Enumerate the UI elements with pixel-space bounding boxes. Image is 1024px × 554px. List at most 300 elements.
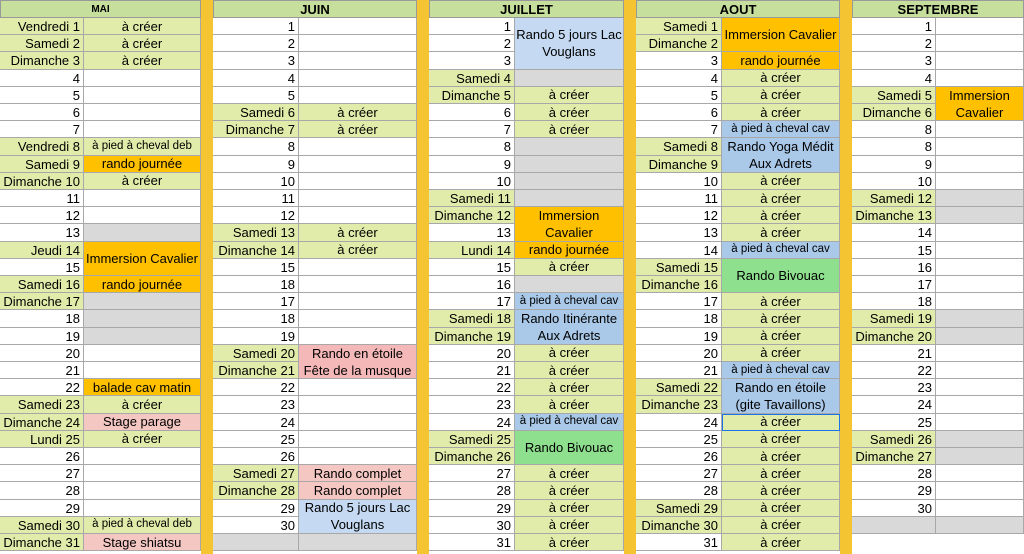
day-cell[interactable]: 4 [852, 70, 936, 87]
activity-cell[interactable]: à créer [84, 52, 201, 69]
day-cell[interactable]: 19 [0, 328, 84, 345]
activity-cell[interactable]: à pied à cheval cav [722, 121, 840, 138]
day-cell[interactable]: Dimanche 3 [0, 52, 84, 69]
activity-cell-empty[interactable] [299, 379, 417, 396]
activity-cell[interactable]: à pied à cheval cav [515, 293, 624, 310]
activity-cell[interactable] [515, 173, 624, 190]
activity-cell[interactable] [936, 517, 1024, 534]
day-cell[interactable]: Dimanche 28 [213, 482, 299, 499]
day-cell[interactable]: 18 [213, 310, 299, 327]
day-cell[interactable]: 27 [0, 465, 84, 482]
day-cell[interactable]: 18 [0, 310, 84, 327]
day-cell[interactable]: Samedi 13 [213, 224, 299, 241]
month-header[interactable]: JUILLET [429, 0, 624, 18]
activity-cell[interactable]: à pied à cheval deb [84, 138, 201, 155]
activity-cell[interactable]: à créer [84, 396, 201, 413]
activity-cell-empty[interactable] [936, 276, 1024, 293]
day-cell[interactable]: 20 [429, 345, 515, 362]
activity-cell-empty[interactable] [299, 87, 417, 104]
day-cell[interactable]: 15 [0, 259, 84, 276]
activity-cell[interactable]: à pied à cheval deb [84, 517, 201, 534]
month-header[interactable]: AOUT [636, 0, 840, 18]
day-cell[interactable]: 9 [429, 156, 515, 173]
day-cell[interactable]: Samedi 27 [213, 465, 299, 482]
day-cell[interactable]: 8 [852, 121, 936, 138]
day-cell[interactable]: 18 [636, 310, 722, 327]
activity-cell-empty[interactable] [299, 156, 417, 173]
activity-cell-empty[interactable] [84, 362, 201, 379]
day-cell[interactable]: Lundi 14 [429, 242, 515, 259]
day-cell[interactable]: 13 [636, 224, 722, 241]
day-cell[interactable]: Dimanche 24 [0, 414, 84, 431]
day-cell[interactable]: 21 [429, 362, 515, 379]
day-cell[interactable]: 27 [636, 465, 722, 482]
activity-cell[interactable] [84, 310, 201, 327]
day-cell[interactable]: Samedi 29 [636, 500, 722, 517]
activity-cell-empty[interactable] [936, 465, 1024, 482]
activity-cell-empty[interactable] [936, 70, 1024, 87]
activity-cell-empty[interactable] [84, 465, 201, 482]
activity-cell[interactable] [515, 138, 624, 155]
activity-cell-empty[interactable] [299, 259, 417, 276]
day-cell[interactable]: 12 [0, 207, 84, 224]
activity-cell[interactable]: à créer [515, 482, 624, 499]
day-cell[interactable]: 28 [429, 482, 515, 499]
day-cell[interactable]: Dimanche 20 [852, 328, 936, 345]
day-cell[interactable]: 23 [213, 396, 299, 413]
day-cell[interactable]: 2 [852, 35, 936, 52]
day-cell[interactable]: 4 [636, 70, 722, 87]
activity-cell-empty[interactable] [84, 500, 201, 517]
month-header[interactable]: MAI [0, 0, 201, 18]
day-cell[interactable]: 5 [0, 87, 84, 104]
day-cell[interactable]: 19 [213, 328, 299, 345]
day-cell[interactable]: 27 [429, 465, 515, 482]
activity-cell[interactable]: Immersion Cavalier [84, 242, 201, 276]
activity-cell[interactable]: Stage shiatsu [84, 534, 201, 551]
activity-cell-empty[interactable] [299, 414, 417, 431]
day-cell[interactable]: 4 [0, 70, 84, 87]
day-cell[interactable] [852, 517, 936, 534]
activity-cell[interactable]: à créer [515, 534, 624, 551]
day-cell[interactable]: 2 [213, 35, 299, 52]
activity-cell[interactable]: à pied à cheval cav [722, 242, 840, 259]
day-cell[interactable]: Dimanche 7 [213, 121, 299, 138]
day-cell[interactable]: 17 [636, 293, 722, 310]
day-cell[interactable]: 14 [636, 242, 722, 259]
day-cell[interactable]: Samedi 12 [852, 190, 936, 207]
day-cell[interactable]: 8 [429, 138, 515, 155]
day-cell[interactable]: 10 [213, 173, 299, 190]
activity-cell-empty[interactable] [84, 482, 201, 499]
day-cell[interactable]: 7 [0, 121, 84, 138]
day-cell[interactable]: 24 [213, 414, 299, 431]
day-cell[interactable]: 29 [852, 482, 936, 499]
activity-cell-empty[interactable] [936, 396, 1024, 413]
day-cell[interactable]: Samedi 16 [0, 276, 84, 293]
day-cell[interactable]: Samedi 20 [213, 345, 299, 362]
activity-cell-empty[interactable] [84, 448, 201, 465]
day-cell[interactable]: Dimanche 17 [0, 293, 84, 310]
day-cell[interactable]: Dimanche 13 [852, 207, 936, 224]
day-cell[interactable]: 21 [636, 362, 722, 379]
day-cell[interactable]: 12 [213, 207, 299, 224]
day-cell[interactable]: 22 [0, 379, 84, 396]
activity-cell-empty[interactable] [84, 87, 201, 104]
activity-cell[interactable]: à créer [299, 121, 417, 138]
activity-cell[interactable]: à pied à cheval cav [515, 414, 624, 431]
day-cell[interactable]: 25 [213, 431, 299, 448]
activity-cell[interactable]: à créer [722, 310, 840, 327]
day-cell[interactable]: Dimanche 30 [636, 517, 722, 534]
day-cell[interactable]: Jeudi 14 [0, 242, 84, 259]
day-cell[interactable]: 12 [636, 207, 722, 224]
day-cell[interactable]: 23 [429, 396, 515, 413]
activity-cell-empty[interactable] [84, 190, 201, 207]
activity-cell-empty[interactable] [299, 431, 417, 448]
day-cell[interactable]: Dimanche 9 [636, 156, 722, 173]
activity-cell[interactable]: Immersion Cavalier [936, 87, 1024, 121]
day-cell[interactable]: 11 [213, 190, 299, 207]
activity-cell-empty[interactable] [936, 52, 1024, 69]
activity-cell[interactable]: à créer [722, 431, 840, 448]
activity-cell[interactable]: à créer [515, 362, 624, 379]
day-cell[interactable]: Dimanche 27 [852, 448, 936, 465]
day-cell[interactable]: 29 [213, 500, 299, 517]
month-header[interactable]: JUIN [213, 0, 417, 18]
activity-cell-empty[interactable] [936, 362, 1024, 379]
activity-cell[interactable]: à créer [299, 242, 417, 259]
day-cell[interactable]: Dimanche 19 [429, 328, 515, 345]
day-cell[interactable]: Dimanche 31 [0, 534, 84, 551]
day-cell[interactable]: Dimanche 12 [429, 207, 515, 224]
day-cell[interactable]: 30 [429, 517, 515, 534]
activity-cell-empty[interactable] [936, 345, 1024, 362]
day-cell[interactable]: 20 [0, 345, 84, 362]
day-cell[interactable]: Dimanche 26 [429, 448, 515, 465]
activity-cell[interactable]: à créer [515, 500, 624, 517]
activity-cell[interactable]: rando journée [515, 242, 624, 259]
activity-cell-empty[interactable] [299, 207, 417, 224]
day-cell[interactable]: 9 [852, 156, 936, 173]
day-cell[interactable]: 6 [636, 104, 722, 121]
day-cell[interactable]: 21 [0, 362, 84, 379]
day-cell[interactable]: 11 [0, 190, 84, 207]
day-cell[interactable]: Samedi 19 [852, 310, 936, 327]
activity-cell-empty[interactable] [84, 207, 201, 224]
activity-cell-empty[interactable] [936, 224, 1024, 241]
day-cell[interactable]: Samedi 2 [0, 35, 84, 52]
day-cell[interactable]: 14 [852, 224, 936, 241]
activity-cell[interactable]: à créer [515, 517, 624, 534]
activity-cell[interactable]: à créer [722, 534, 840, 551]
activity-cell-empty[interactable] [299, 35, 417, 52]
activity-cell[interactable] [84, 293, 201, 310]
day-cell[interactable]: 5 [636, 87, 722, 104]
day-cell[interactable]: 10 [852, 173, 936, 190]
day-cell[interactable]: 15 [852, 242, 936, 259]
day-cell[interactable]: 1 [429, 18, 515, 35]
activity-cell[interactable]: Rando complet [299, 465, 417, 482]
activity-cell-empty[interactable] [936, 121, 1024, 138]
activity-cell[interactable] [936, 310, 1024, 327]
activity-cell-empty[interactable] [936, 293, 1024, 310]
activity-cell[interactable]: à créer [515, 121, 624, 138]
activity-cell[interactable] [84, 328, 201, 345]
day-cell[interactable]: 22 [213, 379, 299, 396]
activity-cell[interactable]: à créer [722, 448, 840, 465]
day-cell[interactable]: 21 [852, 345, 936, 362]
day-cell[interactable]: 11 [636, 190, 722, 207]
activity-cell[interactable]: Rando en étoile Fête de la musque [299, 345, 417, 379]
activity-cell-empty[interactable] [299, 310, 417, 327]
day-cell[interactable]: 13 [0, 224, 84, 241]
day-cell[interactable]: 16 [852, 259, 936, 276]
activity-cell[interactable]: Rando 5 jours Lac Vouglans [515, 18, 624, 70]
activity-cell[interactable]: à créer [722, 190, 840, 207]
activity-cell[interactable]: Rando Bivouac [722, 259, 840, 293]
activity-cell[interactable]: à créer [515, 104, 624, 121]
day-cell[interactable]: 29 [429, 500, 515, 517]
day-cell[interactable]: 26 [213, 448, 299, 465]
month-header[interactable]: SEPTEMBRE [852, 0, 1024, 18]
activity-cell-empty[interactable] [299, 70, 417, 87]
day-cell[interactable]: 22 [852, 362, 936, 379]
day-cell[interactable]: Samedi 1 [636, 18, 722, 35]
activity-cell[interactable]: à créer [722, 104, 840, 121]
activity-cell-empty[interactable] [299, 293, 417, 310]
day-cell[interactable]: 25 [852, 414, 936, 431]
activity-cell-empty[interactable] [299, 52, 417, 69]
day-cell[interactable]: Dimanche 6 [852, 104, 936, 121]
activity-cell[interactable]: à créer [722, 70, 840, 87]
activity-cell[interactable]: à créer [84, 18, 201, 35]
activity-cell-empty[interactable] [299, 448, 417, 465]
activity-cell[interactable]: Rando Itinérante Aux Adrets [515, 310, 624, 344]
activity-cell[interactable]: à créer [515, 379, 624, 396]
day-cell[interactable]: 19 [636, 328, 722, 345]
activity-cell[interactable]: à créer [722, 207, 840, 224]
day-cell[interactable]: 15 [429, 259, 515, 276]
day-cell[interactable]: Dimanche 10 [0, 173, 84, 190]
activity-cell-empty[interactable] [84, 70, 201, 87]
activity-cell[interactable]: rando journée [84, 276, 201, 293]
day-cell[interactable]: Dimanche 16 [636, 276, 722, 293]
activity-cell[interactable]: à créer [722, 517, 840, 534]
activity-cell-empty[interactable] [936, 482, 1024, 499]
day-cell[interactable]: 15 [213, 259, 299, 276]
activity-cell-empty[interactable] [936, 173, 1024, 190]
day-cell[interactable]: Vendredi 8 [0, 138, 84, 155]
activity-cell[interactable]: à créer [515, 345, 624, 362]
day-cell[interactable]: 8 [852, 138, 936, 155]
activity-cell-empty[interactable] [299, 328, 417, 345]
day-cell[interactable]: 6 [429, 104, 515, 121]
activity-cell-empty[interactable] [299, 173, 417, 190]
activity-cell[interactable]: à créer [722, 293, 840, 310]
day-cell[interactable]: Dimanche 21 [213, 362, 299, 379]
day-cell[interactable]: 3 [636, 52, 722, 69]
activity-cell[interactable]: à créer [515, 396, 624, 413]
day-cell[interactable]: Samedi 8 [636, 138, 722, 155]
day-cell[interactable]: Dimanche 23 [636, 396, 722, 413]
day-cell[interactable]: 26 [636, 448, 722, 465]
day-cell[interactable] [213, 534, 299, 551]
activity-cell[interactable]: à créer [299, 104, 417, 121]
day-cell[interactable]: Samedi 4 [429, 70, 515, 87]
day-cell[interactable]: 3 [852, 52, 936, 69]
activity-cell[interactable]: à créer [722, 500, 840, 517]
day-cell[interactable]: Samedi 18 [429, 310, 515, 327]
activity-cell[interactable]: à créer [722, 224, 840, 241]
activity-cell[interactable] [515, 276, 624, 293]
day-cell[interactable]: Dimanche 5 [429, 87, 515, 104]
activity-cell[interactable]: à créer [84, 431, 201, 448]
activity-cell-empty[interactable] [299, 190, 417, 207]
activity-cell-empty[interactable] [299, 138, 417, 155]
day-cell[interactable]: 5 [213, 87, 299, 104]
day-cell[interactable]: 24 [429, 414, 515, 431]
activity-cell[interactable] [299, 534, 417, 551]
activity-cell[interactable]: à créer [722, 482, 840, 499]
day-cell[interactable]: 23 [852, 379, 936, 396]
day-cell[interactable]: 28 [852, 465, 936, 482]
day-cell[interactable]: 28 [0, 482, 84, 499]
day-cell[interactable]: 20 [636, 345, 722, 362]
day-cell[interactable]: Dimanche 14 [213, 242, 299, 259]
day-cell[interactable]: 16 [429, 276, 515, 293]
activity-cell-empty[interactable] [936, 35, 1024, 52]
day-cell[interactable]: 29 [0, 500, 84, 517]
day-cell[interactable]: Samedi 23 [0, 396, 84, 413]
day-cell[interactable]: 28 [636, 482, 722, 499]
day-cell[interactable]: Dimanche 2 [636, 35, 722, 52]
day-cell[interactable]: 8 [213, 138, 299, 155]
day-cell[interactable]: Samedi 11 [429, 190, 515, 207]
activity-cell[interactable] [936, 207, 1024, 224]
activity-cell[interactable]: Rando 5 jours Lac Vouglans [299, 500, 417, 534]
day-cell[interactable]: Samedi 22 [636, 379, 722, 396]
activity-cell[interactable]: à créer [84, 35, 201, 52]
activity-cell[interactable] [936, 190, 1024, 207]
activity-cell[interactable] [936, 448, 1024, 465]
day-cell[interactable]: 18 [852, 293, 936, 310]
activity-cell-empty[interactable] [299, 396, 417, 413]
day-cell[interactable]: Samedi 9 [0, 156, 84, 173]
activity-cell[interactable]: à créer [722, 465, 840, 482]
day-cell[interactable]: 17 [852, 276, 936, 293]
activity-cell[interactable]: à créer [722, 414, 840, 431]
activity-cell[interactable]: rando journée [84, 156, 201, 173]
activity-cell-empty[interactable] [84, 104, 201, 121]
day-cell[interactable]: Samedi 26 [852, 431, 936, 448]
day-cell[interactable]: 6 [0, 104, 84, 121]
activity-cell-empty[interactable] [936, 414, 1024, 431]
day-cell[interactable]: 1 [852, 18, 936, 35]
activity-cell[interactable]: à créer [515, 259, 624, 276]
day-cell[interactable]: 10 [429, 173, 515, 190]
day-cell[interactable]: 25 [636, 431, 722, 448]
activity-cell[interactable]: rando journée [722, 52, 840, 69]
activity-cell-empty[interactable] [936, 242, 1024, 259]
activity-cell[interactable]: à créer [515, 465, 624, 482]
activity-cell-empty[interactable] [299, 18, 417, 35]
activity-cell[interactable] [84, 224, 201, 241]
day-cell[interactable]: 10 [636, 173, 722, 190]
activity-cell[interactable]: à créer [84, 173, 201, 190]
activity-cell[interactable]: à créer [722, 345, 840, 362]
day-cell[interactable]: Vendredi 1 [0, 18, 84, 35]
day-cell[interactable]: 24 [636, 414, 722, 431]
day-cell[interactable]: 30 [852, 500, 936, 517]
activity-cell[interactable]: Immersion Cavalier [515, 207, 624, 241]
day-cell[interactable]: 31 [429, 534, 515, 551]
day-cell[interactable]: Lundi 25 [0, 431, 84, 448]
day-cell[interactable]: Samedi 5 [852, 87, 936, 104]
day-cell[interactable]: 18 [213, 276, 299, 293]
day-cell[interactable]: 31 [636, 534, 722, 551]
day-cell[interactable]: 7 [429, 121, 515, 138]
day-cell[interactable]: 7 [636, 121, 722, 138]
activity-cell[interactable]: Stage parage [84, 414, 201, 431]
activity-cell[interactable]: Rando complet [299, 482, 417, 499]
day-cell[interactable]: Samedi 15 [636, 259, 722, 276]
activity-cell[interactable] [515, 70, 624, 87]
day-cell[interactable]: 4 [213, 70, 299, 87]
day-cell[interactable]: Samedi 30 [0, 517, 84, 534]
activity-cell[interactable]: balade cav matin [84, 379, 201, 396]
activity-cell[interactable]: à créer [515, 87, 624, 104]
activity-cell[interactable]: à créer [722, 328, 840, 345]
activity-cell[interactable]: à créer [722, 87, 840, 104]
activity-cell[interactable] [936, 431, 1024, 448]
day-cell[interactable]: 22 [429, 379, 515, 396]
activity-cell[interactable]: Rando Yoga Médit Aux Adrets [722, 138, 840, 172]
activity-cell[interactable]: à pied à cheval cav [722, 362, 840, 379]
activity-cell-empty[interactable] [936, 138, 1024, 155]
day-cell[interactable]: 24 [852, 396, 936, 413]
day-cell[interactable]: 3 [213, 52, 299, 69]
activity-cell[interactable] [936, 328, 1024, 345]
activity-cell-empty[interactable] [936, 500, 1024, 517]
activity-cell[interactable]: Immersion Cavalier [722, 18, 840, 52]
day-cell[interactable]: Samedi 25 [429, 431, 515, 448]
activity-cell-empty[interactable] [84, 121, 201, 138]
activity-cell[interactable] [515, 190, 624, 207]
activity-cell-empty[interactable] [936, 259, 1024, 276]
activity-cell-empty[interactable] [299, 276, 417, 293]
activity-cell-empty[interactable] [936, 18, 1024, 35]
activity-cell[interactable]: Rando Bivouac [515, 431, 624, 465]
day-cell[interactable]: 17 [429, 293, 515, 310]
day-cell[interactable]: Samedi 6 [213, 104, 299, 121]
day-cell[interactable]: 26 [0, 448, 84, 465]
activity-cell[interactable] [515, 156, 624, 173]
day-cell[interactable]: 13 [429, 224, 515, 241]
day-cell[interactable]: 1 [213, 18, 299, 35]
activity-cell[interactable]: à créer [299, 224, 417, 241]
day-cell[interactable]: 30 [213, 517, 299, 534]
day-cell[interactable]: 3 [429, 52, 515, 69]
activity-cell-empty[interactable] [936, 379, 1024, 396]
activity-cell[interactable]: Rando en étoile (gite Tavaillons) [722, 379, 840, 413]
day-cell[interactable]: 17 [213, 293, 299, 310]
activity-cell-empty[interactable] [84, 345, 201, 362]
activity-cell[interactable]: à créer [722, 173, 840, 190]
activity-cell-empty[interactable] [936, 156, 1024, 173]
day-cell[interactable]: 9 [213, 156, 299, 173]
day-cell[interactable]: 2 [429, 35, 515, 52]
